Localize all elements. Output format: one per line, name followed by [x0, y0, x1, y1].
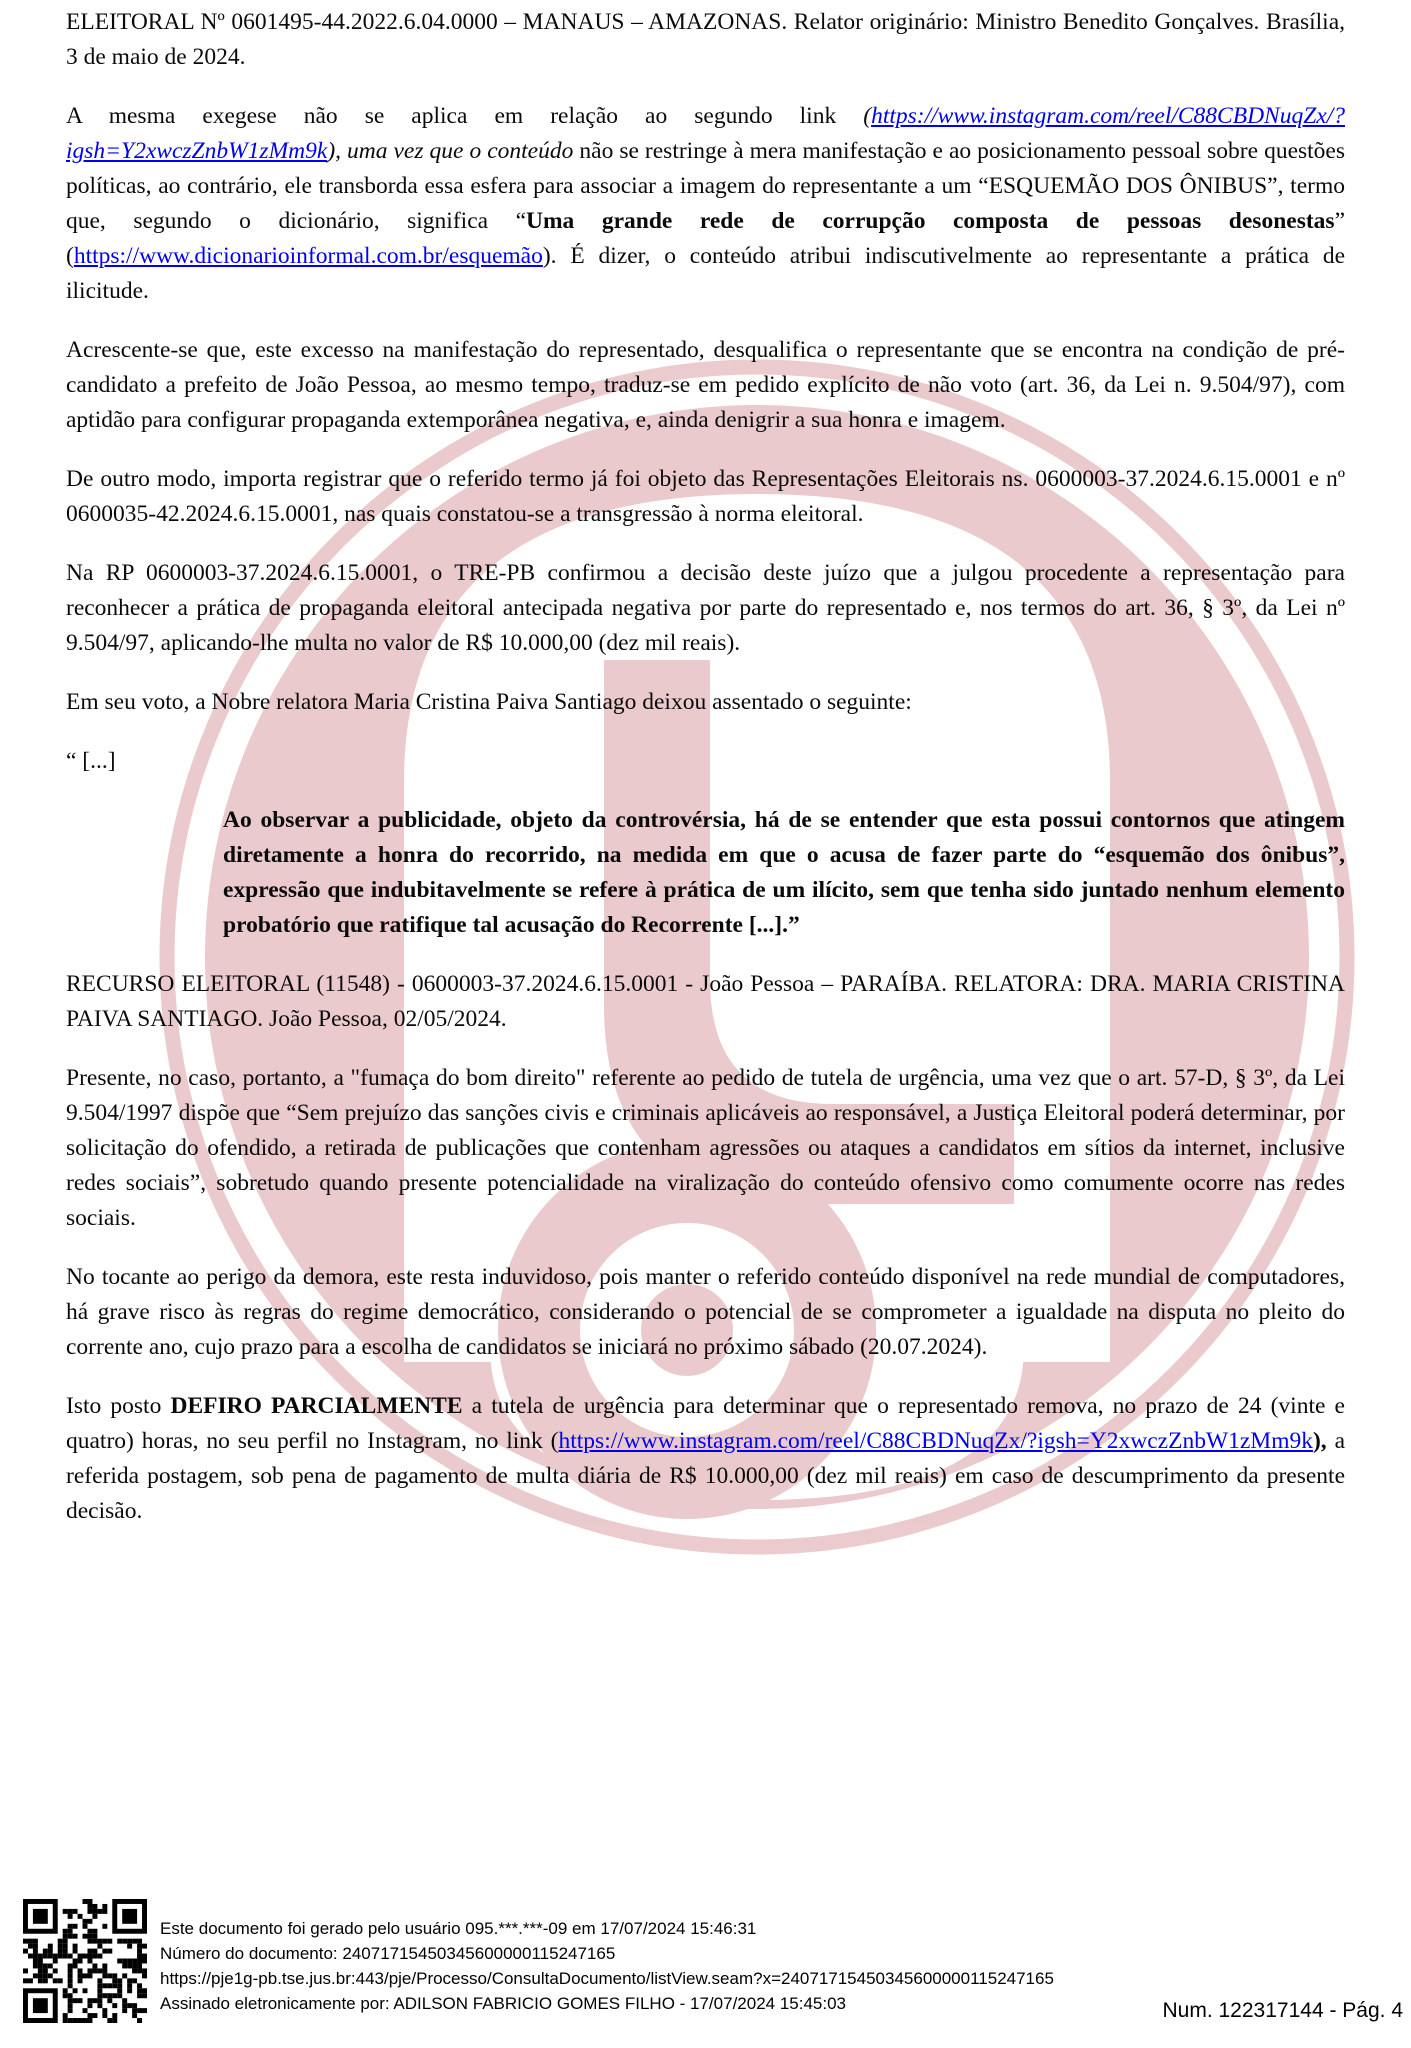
paragraph-exegese: A mesma exegese não se aplica em relação ao segundo link (https://www.instagram.com/reel/C88CBDNuqZx/?igsh=Y2xwczZnbW1zMm9k), uma vez que o conteúdo não se restringe à mera manifestação e ao posicionamento pessoal sobre questões políticas, ao contrário, ele transborda essa esfera para associar a imagem do representante a um “ESQUEMÃO DOS ÔNIBUS”, termo que, segundo o dicionário, significa “Uma grande rede de corrupção composta de pessoas desonestas” (https://www.dicionarioinformal.com.br/esquemão). É dizer, o conteúdo atribui indiscutivelmente ao representante a prática de ilicitude.: [66, 103, 1345, 304]
document-body: [66, 5, 1345, 1553]
paragraph-perigo-demora: No tocante ao perigo da demora, este resta induvidoso, pois manter o referido conteúdo disponível na rede mundial de computadores, há grave risco às regras do regime democrático, considerando o potencial de se comprometer a igualdade na disputa no pleito do corrente ano, cujo prazo para a escolha de candidatos se iniciará no próximo sábado (20.07.2024).: [66, 1264, 1345, 1360]
paragraph-voto-relatora: Em seu voto, a Nobre relatora Maria Cristina Paiva Santiago deixou assentado o seguinte:: [66, 689, 912, 715]
footer-generated-line: Este documento foi gerado pelo usuário 095.***.***-09 em 17/07/2024 15:46:31: [160, 1919, 757, 1938]
qr-code: [23, 1899, 147, 2023]
page-number: Num. 122317144 - Pág. 4: [1162, 1999, 1403, 2022]
paragraph-fumaca: Presente, no caso, portanto, a "fumaça do bom direito" referente ao pedido de tutela de urgência, uma vez que o art. 57-D, § 3º, da Lei 9.504/1997 dispõe que “Sem prejuízo das sanções civis e criminais aplicáveis ao responsável, a Justiça Eleitoral poderá determinar, por solicitação do ofendido, a retirada de publicações que contenham agressões ou ataques a candidatos em sítios da internet, inclusive redes sociais”, sobretudo quando presente potencialidade na viralização do conteúdo ofensivo como comumente ocorre nas redes sociais.: [66, 1065, 1345, 1231]
footer-docnumber-line: Número do documento: 24071715450345600000115247165: [160, 1944, 616, 1963]
paragraph-open-quote: “ [...]: [66, 748, 116, 774]
paragraph-acrescente: Acrescente-se que, este excesso na manifestação do representado, desqualifica o representante que se encontra na condição de pré-candidato a prefeito de João Pessoa, ao mesmo tempo, traduz-se em pedido explícito de não voto (art. 36, da Lei n. 9.504/97), com aptidão para configurar propaganda extemporânea negativa, e, ainda denigrir a sua honra e imagem.: [66, 337, 1345, 433]
paragraph-case-header: [66, 5, 1345, 75]
paragraph-decisao: Isto posto DEFIRO PARCIALMENTE a tutela de urgência para determinar que o representado remova, no prazo de 24 (vinte e quatro) horas, no seu perfil no Instagram, no link (https://www.instagram.com/reel/C88CBDNuqZx/?igsh=Y2xwczZnbW1zMm9k), a referida postagem, sob pena de pagamento de multa diária de R$ 10.000,00 (dez mil reais) em caso de descumprimento da presente decisão.: [66, 1393, 1345, 1524]
paragraph-rp-trepb: Na RP 0600003-37.2024.6.15.0001, o TRE-PB confirmou a decisão deste juízo que a julgou procedente a representação para reconhecer a prática de propaganda eleitoral antecipada negativa por parte do representado e, nos termos do art. 36, § 3º, da Lei nº 9.504/97, aplicando-lhe multa no valor de R$ 10.000,00 (dez mil reais).: [66, 560, 1345, 656]
instagram-link-1[interactable]: https://www.instagram.com/reel/C88CBDNuqZx/?igsh=Y2xwczZnbW1zMm9k: [66, 103, 1345, 164]
paragraph-representacoes: De outro modo, importa registrar que o referido termo já foi objeto das Representações Eleitorais ns. 0600003-37.2024.6.15.0001 e nº 0600035-42.2024.6.15.0001, nas quais constatou-se a transgressão à norma eleitoral.: [66, 466, 1345, 527]
footer-url-line: https://pje1g-pb.tse.jus.br:443/pje/Processo/ConsultaDocumento/listView.seam?x=24071715450345600000115247165: [160, 1969, 1054, 1988]
blockquote-citation: Ao observar a publicidade, objeto da controvérsia, há de se entender que esta possui contornos que atingem diretamente a honra do recorrido, na medida em que o acusa de fazer parte do “esquemão dos ônibus”, expressão que indubitavelmente se refere à prática de um ilícito, sem que tenha sido juntado nenhum elemento probatório que ratifique tal acusação do Recorrente [...].”: [223, 807, 1345, 938]
paragraph-recurso-ref: RECURSO ELEITORAL (11548) - 0600003-37.2024.6.15.0001 - João Pessoa – PARAÍBA. RELATORA: DRA. MARIA CRISTINA PAIVA SANTIAGO. João Pessoa, 02/05/2024.: [66, 971, 1345, 1032]
dicionario-link[interactable]: https://www.dicionarioinformal.com.br/esquemão: [73, 243, 543, 269]
case-header-text: ELEITORAL Nº 0601495-44.2022.6.04.0000 – MANAUS – AMAZONAS. Relator originário: Ministro Benedito Gonçalves. Brasília, 3 de maio de 2024.: [66, 9, 1345, 70]
footer-signature-line: Assinado eletronicamente por: ADILSON FABRICIO GOMES FILHO - 17/07/2024 15:45:03: [160, 1994, 847, 2013]
instagram-link-2[interactable]: https://www.instagram.com/reel/C88CBDNuqZx/?igsh=Y2xwczZnbW1zMm9k: [558, 1428, 1313, 1454]
footer-metadata: [160, 1916, 1054, 2016]
